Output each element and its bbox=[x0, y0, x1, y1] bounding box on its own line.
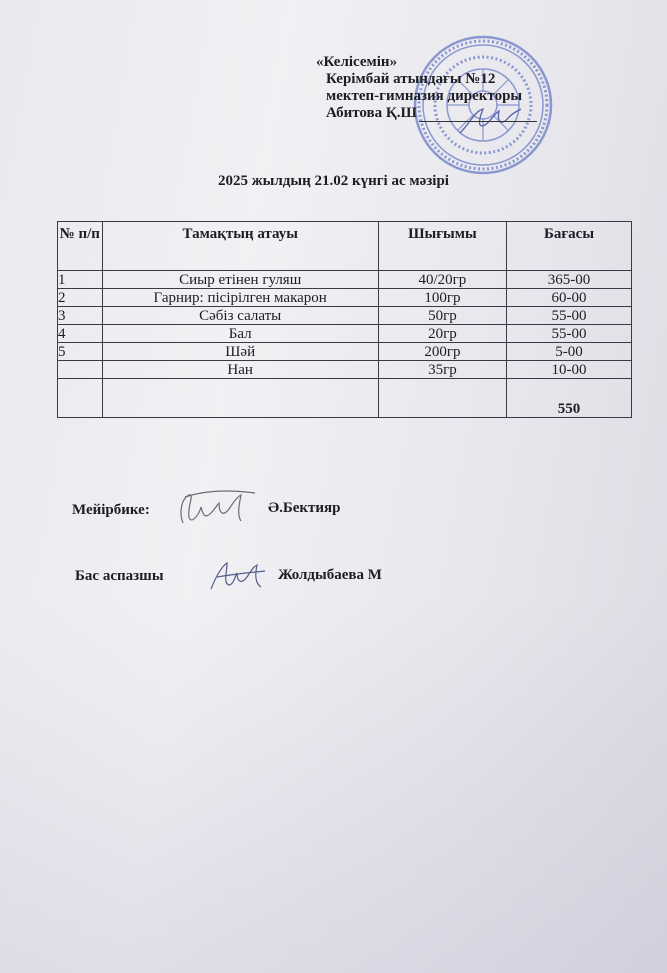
head-cook-name: Жолдыбаева М bbox=[278, 567, 382, 583]
total-value: 550 bbox=[506, 379, 631, 418]
row-name: Нан bbox=[102, 361, 378, 379]
row-output: 20гр bbox=[378, 325, 506, 343]
head-cook-signature bbox=[205, 555, 275, 595]
row-no bbox=[58, 361, 103, 379]
row-name: Бал bbox=[102, 325, 378, 343]
nurse-name: Ә.Бектияр bbox=[268, 500, 341, 516]
row-output: 200гр bbox=[378, 343, 506, 361]
row-price: 60-00 bbox=[506, 289, 631, 307]
total-empty-cell bbox=[378, 379, 506, 418]
approval-line-3: мектеп-гимназия директоры bbox=[326, 88, 523, 104]
approval-line-4 bbox=[326, 105, 537, 122]
row-name: Сәбіз салаты bbox=[102, 307, 378, 325]
menu-table bbox=[57, 221, 632, 418]
table-row bbox=[58, 361, 632, 379]
row-price: 55-00 bbox=[506, 307, 631, 325]
row-price: 365-00 bbox=[506, 271, 631, 289]
row-output: 100гр bbox=[378, 289, 506, 307]
approval-line-2: Керімбай атындағы №12 bbox=[326, 71, 496, 87]
total-empty-cell bbox=[102, 379, 378, 418]
row-price: 10-00 bbox=[506, 361, 631, 379]
head-cook-label: Бас аспазшы bbox=[75, 568, 164, 584]
row-no: 3 bbox=[58, 307, 103, 325]
header-output: Шығымы bbox=[378, 222, 506, 271]
row-name: Сиыр етінен гуляш bbox=[102, 271, 378, 289]
menu-title: 2025 жылдың 21.02 күнгі ас мәзірі bbox=[218, 173, 449, 189]
row-output: 50гр bbox=[378, 307, 506, 325]
table-row bbox=[58, 343, 632, 361]
table-row bbox=[58, 307, 632, 325]
row-name: Гарнир: пісірілген макарон bbox=[102, 289, 378, 307]
header-no: № п/п bbox=[58, 222, 103, 271]
approval-block bbox=[316, 54, 537, 122]
row-price: 55-00 bbox=[506, 325, 631, 343]
director-name: Абитова Қ.Ш bbox=[326, 105, 417, 121]
total-empty-cell bbox=[58, 379, 103, 418]
approval-line-1: «Келісемін» bbox=[316, 54, 398, 70]
row-no: 5 bbox=[58, 343, 103, 361]
table-header-row bbox=[58, 222, 632, 271]
header-price: Бағасы bbox=[506, 222, 631, 271]
row-name: Шәй bbox=[102, 343, 378, 361]
total-row bbox=[58, 379, 632, 418]
nurse-label: Мейірбике: bbox=[72, 502, 150, 518]
table-row bbox=[58, 271, 632, 289]
paper-shadow bbox=[0, 600, 667, 973]
row-no: 4 bbox=[58, 325, 103, 343]
row-price: 5-00 bbox=[506, 343, 631, 361]
table-row bbox=[58, 289, 632, 307]
table-row bbox=[58, 325, 632, 343]
nurse-signature bbox=[175, 485, 265, 530]
header-name: Тамақтың атауы bbox=[102, 222, 378, 271]
row-output: 35гр bbox=[378, 361, 506, 379]
row-output: 40/20гр bbox=[378, 271, 506, 289]
signature-line bbox=[419, 121, 537, 122]
row-no: 2 bbox=[58, 289, 103, 307]
row-no: 1 bbox=[58, 271, 103, 289]
